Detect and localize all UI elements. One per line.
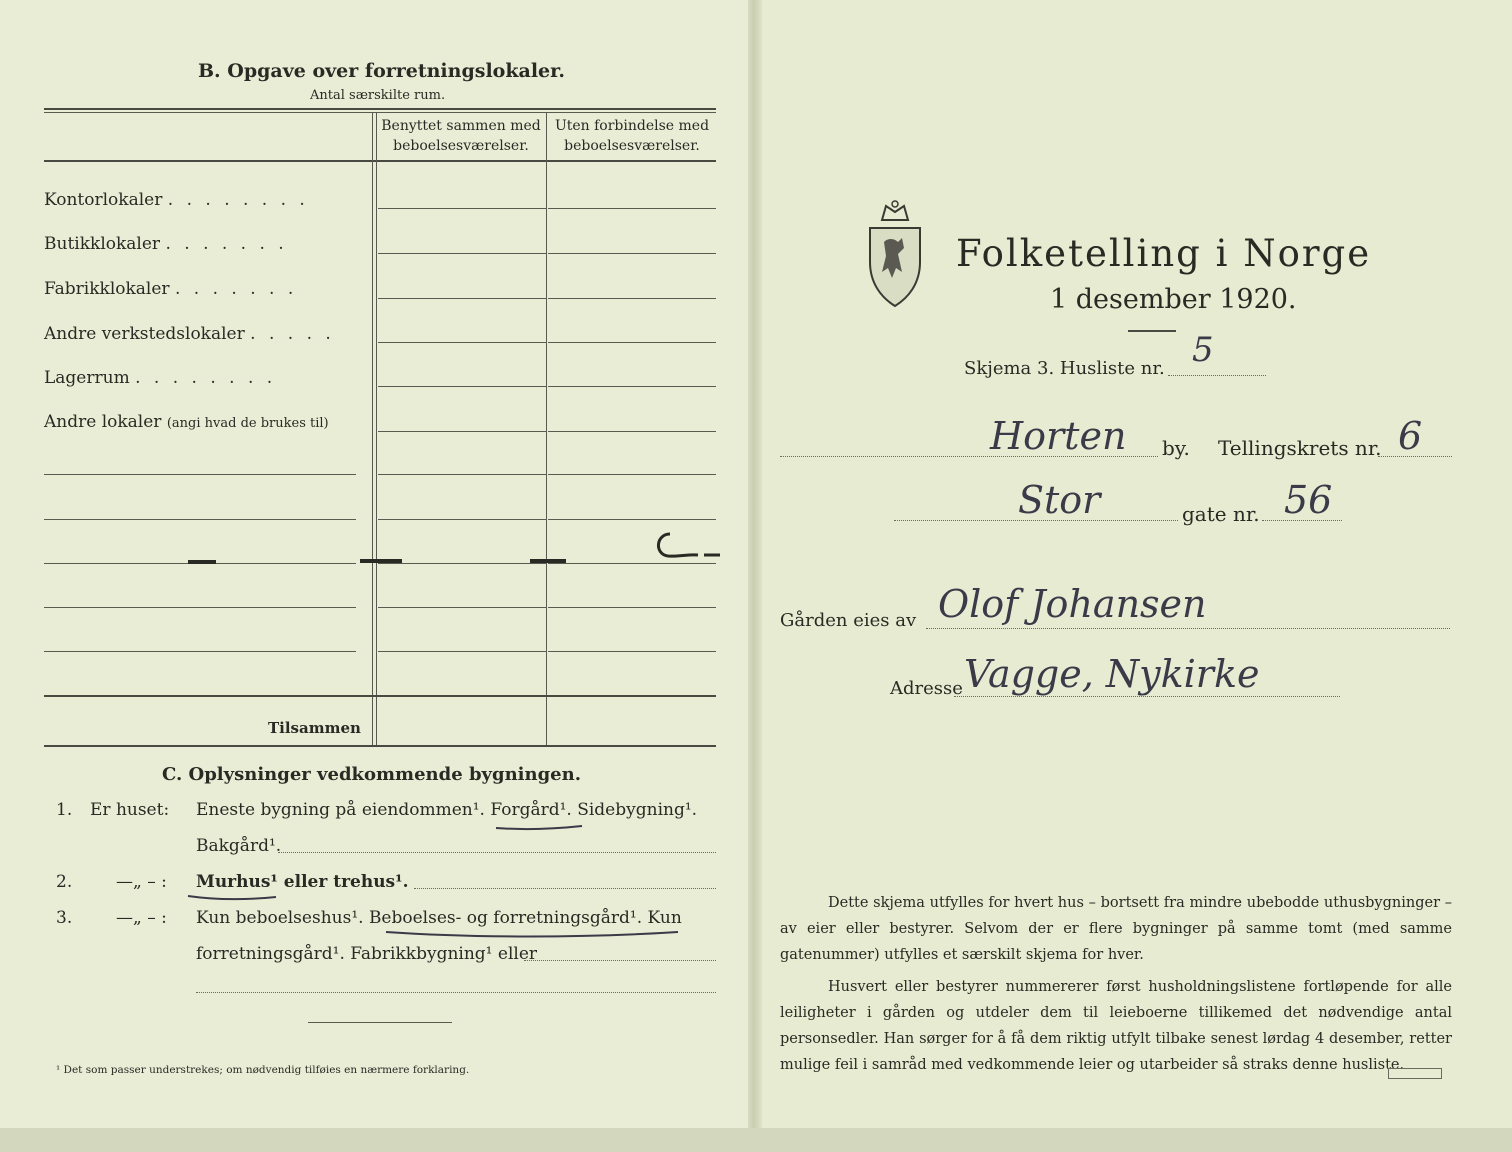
fill-line <box>894 520 1178 521</box>
row-label-andre-lokaler: Andre lokaler (angi hvad de brukes til) <box>44 412 329 432</box>
title-rule <box>1128 330 1176 332</box>
table-top-rule <box>44 108 716 110</box>
bottom-edge <box>0 1128 1512 1152</box>
blank-row-rule <box>44 607 356 608</box>
row-rule <box>378 208 546 209</box>
total-label: Tilsammen <box>268 719 361 737</box>
section-b-title: B. Opgave over forretningslokaler. <box>198 60 566 82</box>
row-rule <box>378 342 546 343</box>
adresse-label: Adresse <box>890 678 963 699</box>
row-label-butikklokaler: Butikklokaler . . . . . . . <box>44 234 288 254</box>
col-divider-1a <box>372 112 373 746</box>
tellingskrets-label: Tellingskrets nr. <box>1218 436 1382 460</box>
fill-line <box>954 696 1340 697</box>
fill-line <box>926 628 1450 629</box>
table-top-rule-2 <box>44 112 716 113</box>
gate-label: gate nr. <box>1182 502 1260 526</box>
handwritten-dash <box>530 559 566 563</box>
table-bottom-rule <box>44 745 716 747</box>
eier-value: Olof Johansen <box>938 582 1207 626</box>
section-c-title: C. Oplysninger vedkommende bygningen. <box>162 764 581 785</box>
row-rule <box>378 651 546 652</box>
col1-header-line2: beboelsesværelser. <box>393 138 529 154</box>
q3-options-2: forretningsgård¹. Fabrikkbygning¹ eller <box>196 944 538 964</box>
header-bottom-rule <box>44 160 716 162</box>
underline-beboelses-og-forretningsgard <box>384 926 682 942</box>
fill-line <box>1262 520 1342 521</box>
row-rule <box>548 298 716 299</box>
printer-stamp <box>1388 1068 1442 1079</box>
q1-label: Er huset: <box>90 800 170 820</box>
gate-name-value: Stor <box>1018 478 1101 522</box>
row-rule <box>378 563 546 564</box>
by-label: by. <box>1162 436 1190 460</box>
underline-murhus <box>186 890 280 904</box>
by-name-value: Horten <box>990 414 1127 458</box>
row-rule <box>548 208 716 209</box>
q3-options: Kun beboelseshus¹. Beboelses- og forretningsgård¹. Kun <box>196 908 682 928</box>
row-rule <box>548 519 716 520</box>
row-rule <box>378 519 546 520</box>
handwritten-dash <box>360 559 402 563</box>
row-rule <box>548 386 716 387</box>
row-rule <box>548 253 716 254</box>
row-rule <box>548 607 716 608</box>
q2-options: Murhus¹ eller trehus¹. <box>196 872 409 892</box>
adresse-value: Vagge, Nykirke <box>964 652 1260 696</box>
row-rule <box>548 431 716 432</box>
col2-header-line2: beboelsesværelser. <box>564 138 700 154</box>
row-rule <box>378 607 546 608</box>
norway-coat-of-arms-icon <box>864 198 926 312</box>
col-divider-1b <box>376 112 377 746</box>
gate-nr-value: 56 <box>1284 478 1333 522</box>
total-top-rule <box>44 695 716 697</box>
q3-number: 3. <box>56 908 73 928</box>
row-rule <box>548 342 716 343</box>
blank-row-rule <box>44 519 356 520</box>
row-rule <box>548 474 716 475</box>
row-label-kontorlokaler: Kontorlokaler . . . . . . . . <box>44 190 309 210</box>
q1-options: Eneste bygning på eiendommen¹. Forgård¹. Sidebygning¹. <box>196 800 698 820</box>
col-divider-2 <box>546 112 547 746</box>
row-label-lagerrum: Lagerrum . . . . . . . . <box>44 368 277 388</box>
q3-label: —„ – : <box>116 908 167 928</box>
row-label-andre-verkstedslokaler: Andre verkstedslokaler . . . . . <box>44 324 335 344</box>
underline-forgard <box>494 820 586 834</box>
blank-row-rule <box>44 651 356 652</box>
col2-header-line1: Uten forbindelse med <box>554 118 710 134</box>
row-rule <box>548 651 716 652</box>
blank-row-rule <box>44 474 356 475</box>
fill-line <box>524 960 716 961</box>
instructions-paragraph-1: Dette skjema utfylles for hvert hus – bortsett fra mindre ubebodde uthusbygninger – av eier eller bestyrer. Selvom der er flere bygninger på samme tomt (med samme gatenummer) utfylles et særskilt skjema for hver. <box>780 895 1452 963</box>
handwritten-dash <box>188 560 216 564</box>
row-rule <box>378 253 546 254</box>
fill-line <box>1378 456 1452 457</box>
eier-label: Gården eies av <box>780 610 917 631</box>
footnote: ¹ Det som passer understrekes; om nødvendig tilføies en nærmere forklaring. <box>56 1064 470 1076</box>
section-b-subtitle: Antal særskilte rum. <box>310 88 446 103</box>
col1-header-line1: Benyttet sammen med <box>381 118 541 134</box>
tellingskrets-nr-value: 6 <box>1398 414 1423 458</box>
fill-line <box>196 992 716 993</box>
row-rule <box>378 431 546 432</box>
skjema-label: Skjema 3. Husliste nr. <box>964 358 1165 379</box>
form-title: Folketelling i Norge <box>956 232 1372 275</box>
form-date: 1 desember 1920. <box>1050 284 1297 315</box>
husliste-nr-value: 5 <box>1192 330 1214 370</box>
row-label-fabrikklokaler: Fabrikklokaler . . . . . . . <box>44 279 298 299</box>
fill-line <box>278 852 716 853</box>
row-rule <box>378 298 546 299</box>
end-rule <box>308 1022 452 1023</box>
page-fold <box>748 0 762 1130</box>
q2-number: 2. <box>56 872 73 892</box>
row-rule <box>378 474 546 475</box>
q2-label: —„ – : <box>116 872 167 892</box>
fill-line <box>780 456 1158 457</box>
fill-line <box>1168 375 1266 376</box>
fill-line <box>414 888 716 889</box>
row-rule <box>378 386 546 387</box>
q1-number: 1. <box>56 800 73 820</box>
q1-options-2: Bakgård¹. <box>196 836 282 856</box>
instructions-paragraph-2: Husvert eller bestyrer nummererer først husholdningslistene fortløpende for alle leiligheter i gården og utdeler dem til leieboerne tillikemed det nødvendige antal personsedler. Han sørger for å få dem riktig utfylt tilbake senest lørdag 4 desember, retter mulige feil i samråd med vedkommende leier og utarbeider så straks denne husliste. <box>780 979 1452 1073</box>
handwritten-mark <box>648 528 744 564</box>
